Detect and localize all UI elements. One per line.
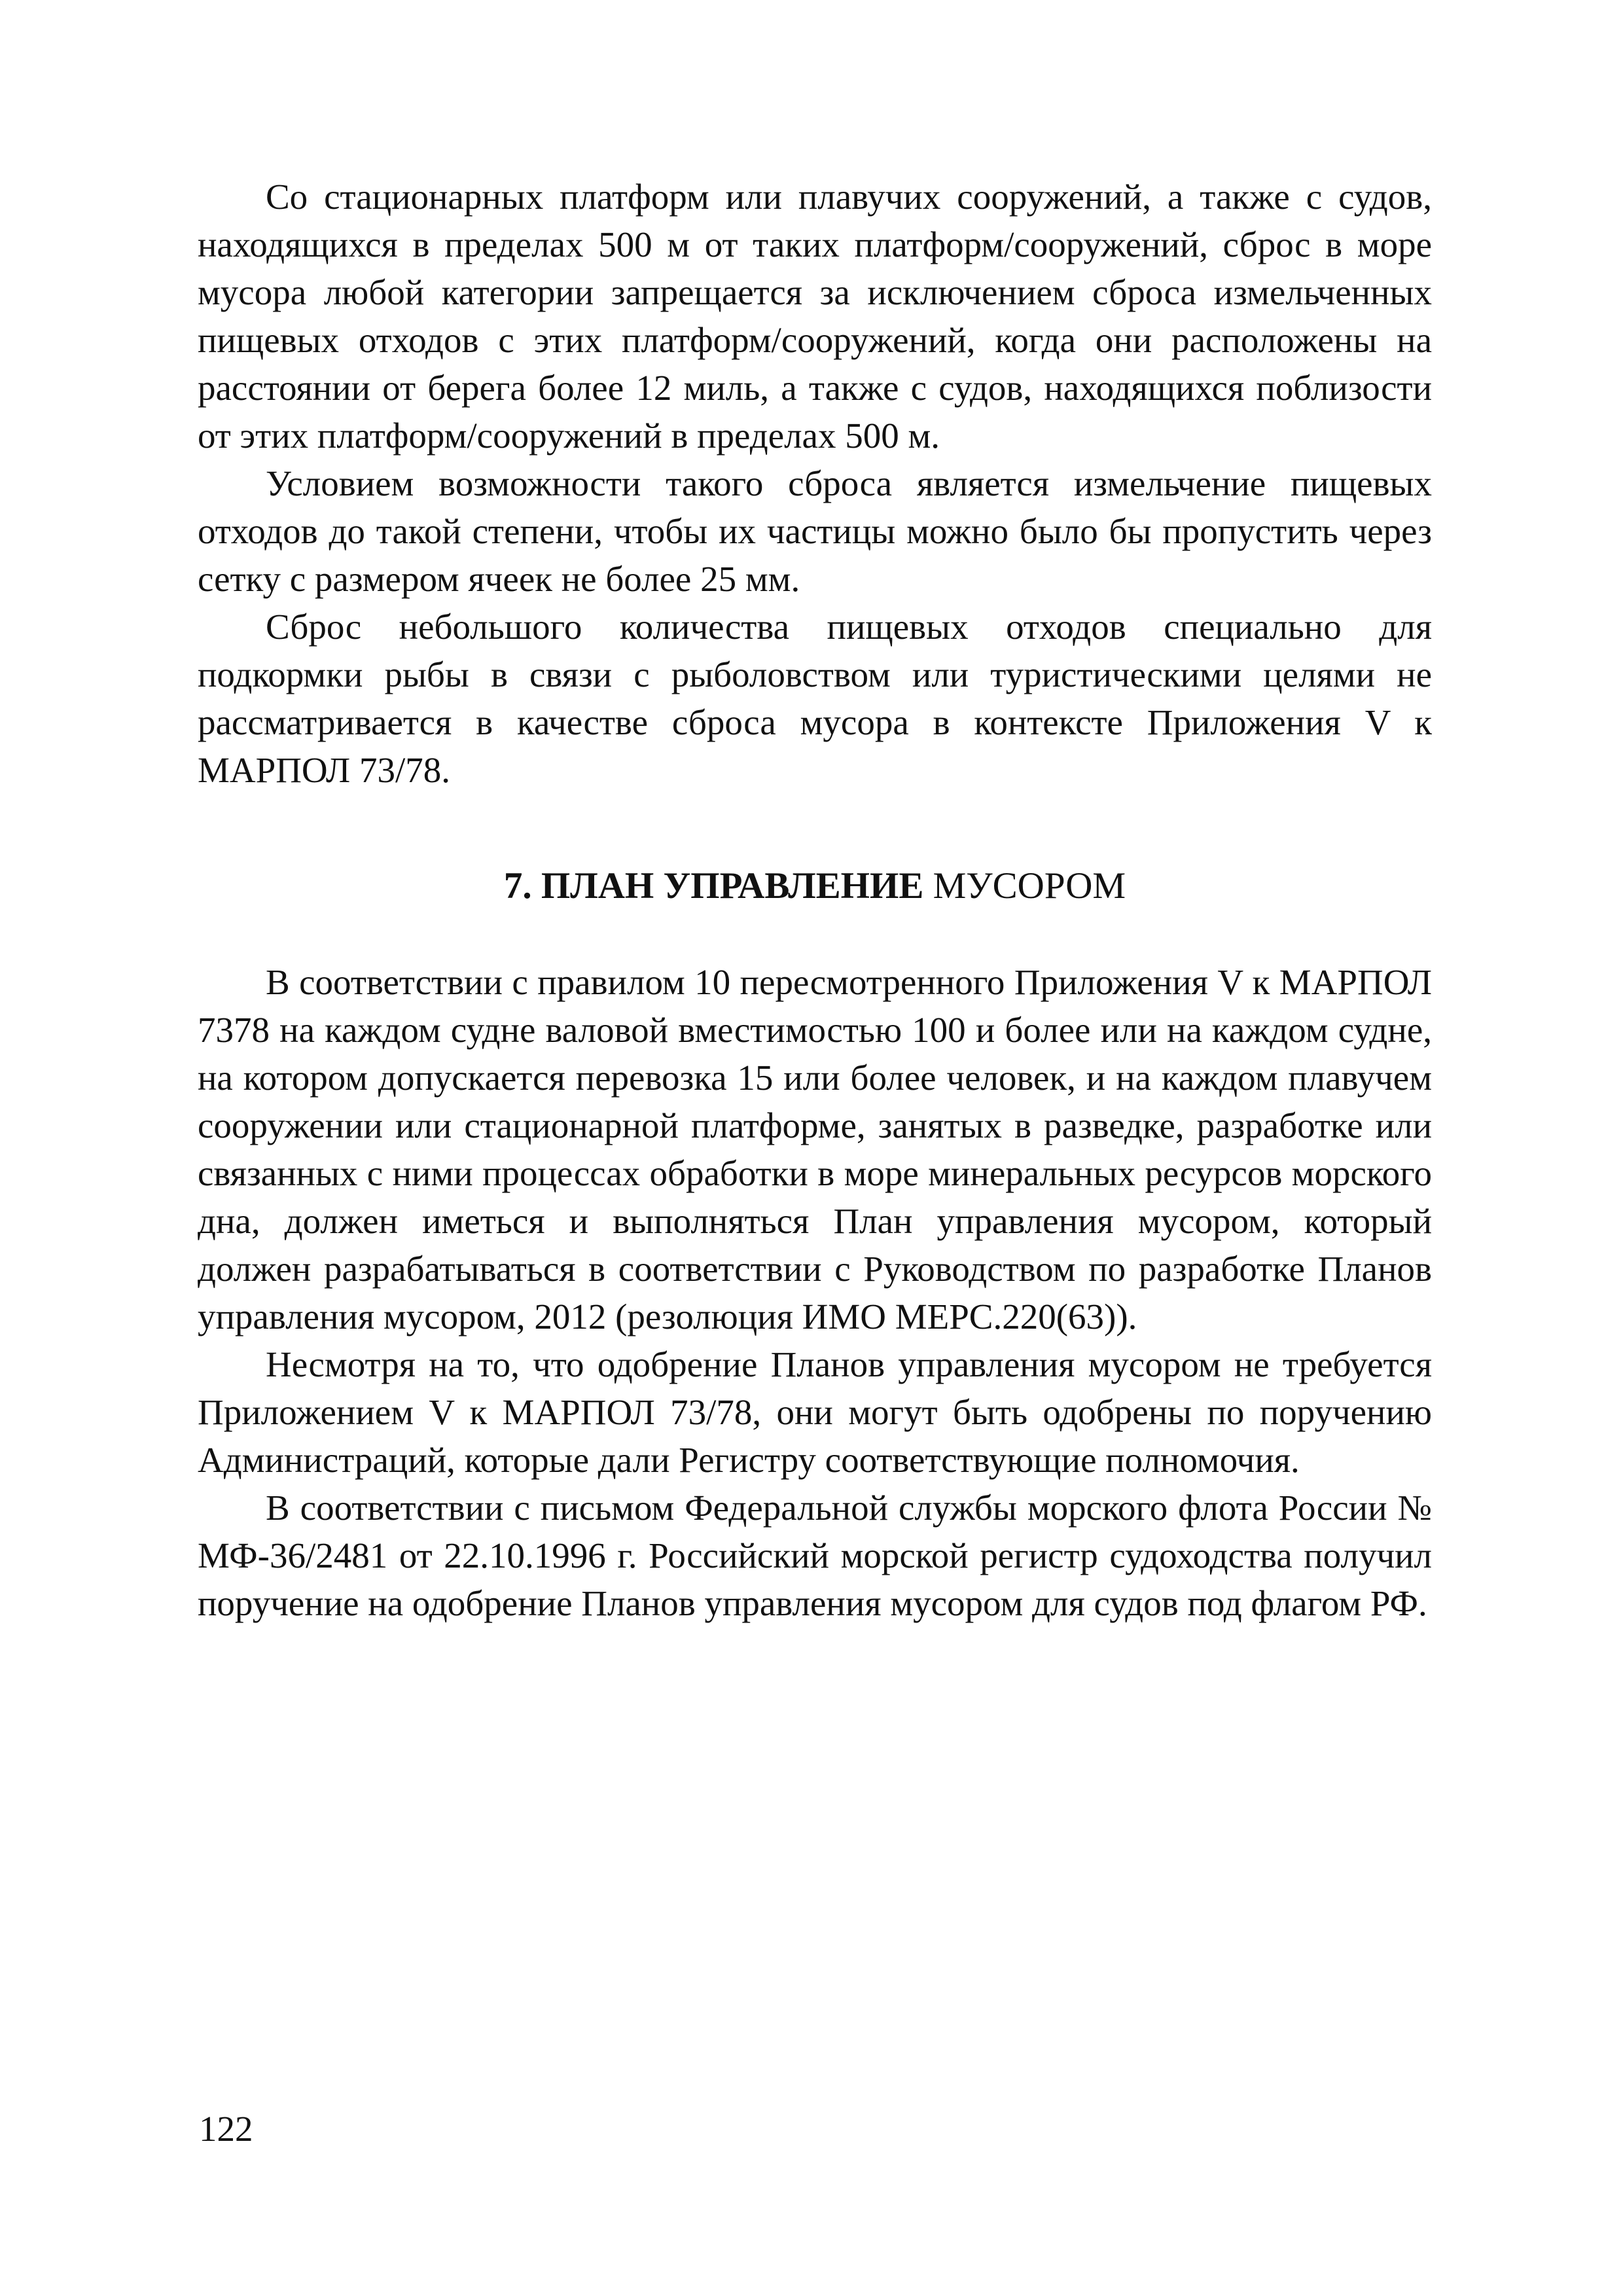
paragraph-federal-letter: В соответствии с письмом Федеральной службы морского флота России № МФ-36/2481 от 22.10.1996 г. Российский морской регистр судоходства получил поручение на одобрение Планов управления мусором для судов под флагом РФ. <box>198 1488 1432 1623</box>
section-heading-rest: МУСОРОМ <box>923 865 1126 906</box>
body-text-bottom <box>198 958 1432 1627</box>
page-number: 122 <box>199 2109 253 2149</box>
paragraph-grinding-condition: Условием возможности такого сброса является измельчение пищевых отходов до такой степени, чтобы их частицы можно было бы пропустить через сетку с размером ячеек не более 25 мм. <box>198 463 1432 599</box>
paragraph-rule-10: В соответствии с правилом 10 пересмотренного Приложения V к МАРПОЛ 7378 на каждом судне валовой вместимостью 100 и более или на каждом судне, на котором допускается перевозка 15 или более человек, и на каждом плавучем сооружении или стационарной платформе, занятых в разведке, разработке или связанных с ними процессах обработки в море минеральных ресурсов морского дна, должен иметься и выполняться План управления мусором, который должен разрабатываться в соответствии с Руководством по разработке Планов управления мусором, 2012 (резолюция ИМО MEPC.220(63)). <box>198 962 1432 1336</box>
paragraph-approval: Несмотря на то, что одобрение Планов управления мусором не требуется Приложением V к МАРПОЛ 73/78, они могут быть одобрены по поручению Администраций, которые дали Регистру соответствующие полномочия. <box>198 1344 1432 1480</box>
body-text-top <box>198 173 1432 794</box>
section-heading <box>198 862 1432 910</box>
section-heading-bold: ПЛАН УПРАВЛЕНИЕ <box>541 865 924 906</box>
section-heading-number: 7. <box>503 865 541 906</box>
paragraph-fish-feeding: Сброс небольшого количества пищевых отходов специально для подкормки рыбы в связи с рыболовством или туристическими целями не рассматривается в качестве сброса мусора в контексте Приложения V к МАРПОЛ 73/78. <box>198 607 1432 790</box>
paragraph-platform-discharge: Со стационарных платформ или плавучих сооружений, а также с судов, находящихся в пределах 500 м от таких платформ/сооружений, сброс в море мусора любой категории запрещается за исключением сброса измельченных пищевых отходов с этих платформ/сооружений, когда они расположены на расстоянии от берега более 12 миль, а также с судов, находящихся поблизости от этих платформ/сооружений в пределах 500 м. <box>198 177 1432 456</box>
